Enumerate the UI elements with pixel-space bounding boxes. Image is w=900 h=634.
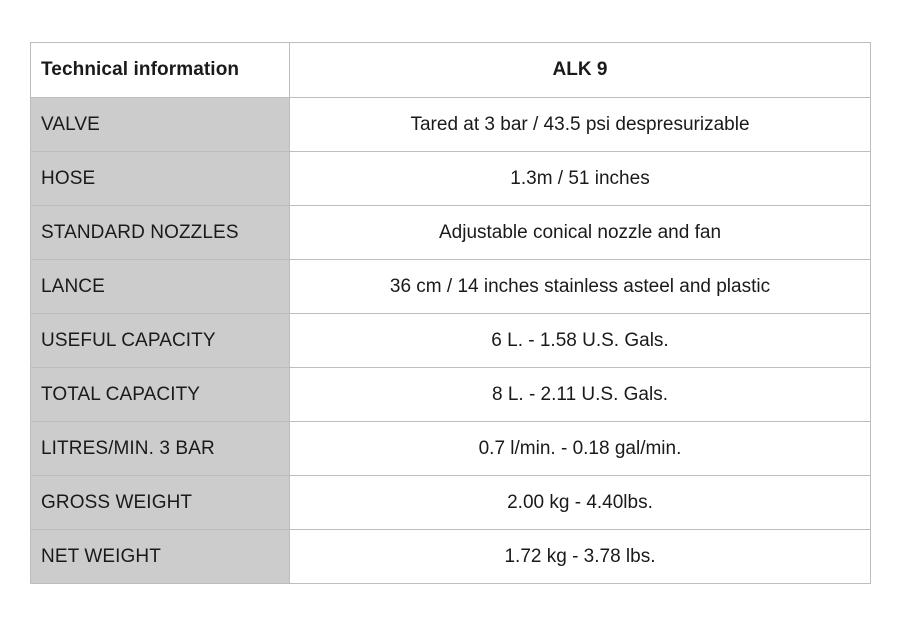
row-value: 6 L. - 1.58 U.S. Gals. [290, 314, 871, 368]
row-value: 36 cm / 14 inches stainless asteel and plastic [290, 260, 871, 314]
table-row [31, 152, 871, 206]
row-label: VALVE [31, 98, 290, 152]
row-label: LITRES/MIN. 3 BAR [31, 422, 290, 476]
header-model: ALK 9 [290, 43, 871, 98]
row-label: GROSS WEIGHT [31, 476, 290, 530]
row-label: NET WEIGHT [31, 530, 290, 584]
row-value: 0.7 l/min. - 0.18 gal/min. [290, 422, 871, 476]
row-value: 1.72 kg - 3.78 lbs. [290, 530, 871, 584]
table-row [31, 422, 871, 476]
table-header-row [31, 43, 871, 98]
technical-info-table [30, 42, 871, 584]
table-row [31, 530, 871, 584]
table-row [31, 476, 871, 530]
table-row [31, 98, 871, 152]
table-row [31, 314, 871, 368]
row-label: USEFUL CAPACITY [31, 314, 290, 368]
row-value: 2.00 kg - 4.40lbs. [290, 476, 871, 530]
row-label: STANDARD NOZZLES [31, 206, 290, 260]
row-value: Tared at 3 bar / 43.5 psi despresurizable [290, 98, 871, 152]
table-row [31, 260, 871, 314]
row-value: 8 L. - 2.11 U.S. Gals. [290, 368, 871, 422]
row-value: Adjustable conical nozzle and fan [290, 206, 871, 260]
row-label: LANCE [31, 260, 290, 314]
row-label: HOSE [31, 152, 290, 206]
row-value: 1.3m / 51 inches [290, 152, 871, 206]
row-label: TOTAL CAPACITY [31, 368, 290, 422]
table-row [31, 206, 871, 260]
table-row [31, 368, 871, 422]
header-label: Technical information [31, 43, 290, 98]
